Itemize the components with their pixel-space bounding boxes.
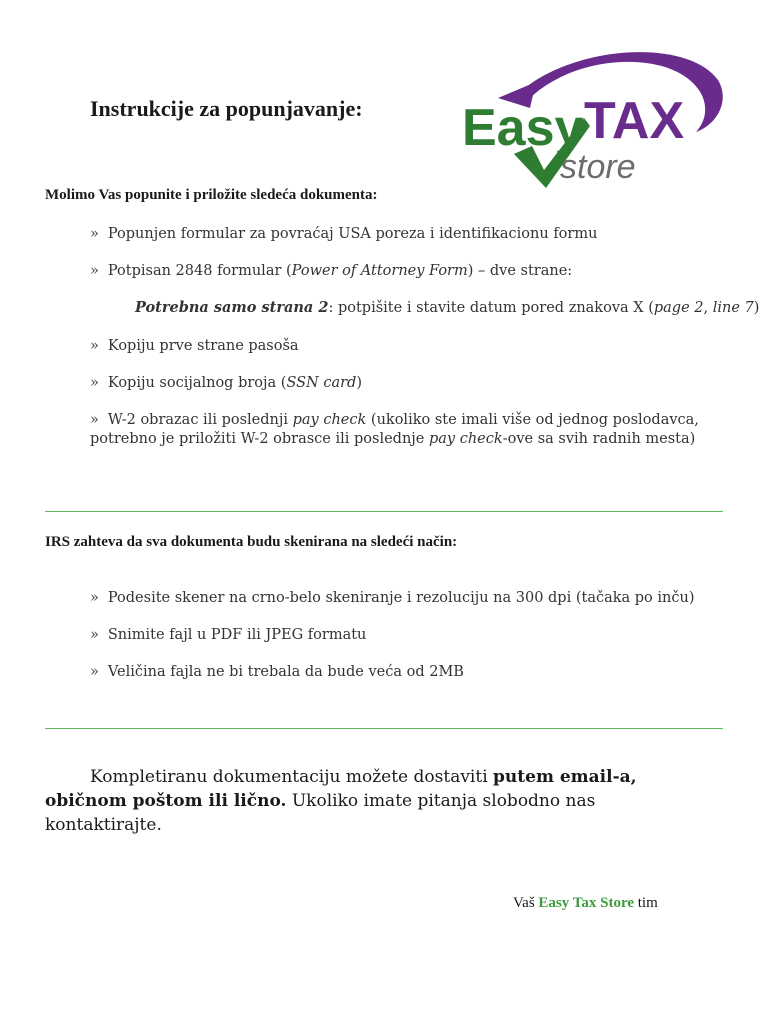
item-italic: Power of Attorney Form [291, 263, 468, 279]
bullet: » [90, 590, 99, 606]
bullet: » [90, 338, 99, 354]
list-item [90, 225, 597, 244]
page-title: Instrukcije za popunjavanje: [90, 96, 363, 121]
list-item [90, 411, 710, 449]
closing-text: Kompletiranu dokumentaciju možete dostaviti [90, 767, 494, 787]
item-text: Veličina fajla ne bi trebala da bude veća od 2MB [107, 664, 464, 680]
logo-word-easy: Easy [462, 99, 584, 157]
item-text: Popunjen formular za povraćaj USA poreza i identifikacionu formu [107, 226, 598, 242]
item-italic: SSN card [286, 375, 357, 391]
item-italic: pay check [429, 431, 503, 447]
sub-note-italic: line 7 [712, 300, 754, 316]
logo-word-store: store [560, 148, 636, 186]
item-italic: pay check [292, 412, 367, 428]
bullet: » [90, 412, 99, 428]
list-item [90, 337, 299, 356]
item-text: W-2 obrazac ili poslednji [107, 412, 293, 428]
bullet: » [90, 664, 99, 680]
divider [45, 511, 723, 512]
bullet: » [90, 375, 99, 391]
item-text: (ukoliko ste imali više od jednog poslodavca, potrebno je priložiti W-2 obrasce ili poslednje [90, 412, 699, 447]
closing-emphasis: putem email-a, običnom poštom ili lično. [45, 767, 637, 811]
easy-tax-store-logo [456, 42, 728, 192]
list-item [90, 374, 362, 393]
signoff-brand: Easy Tax Store [538, 895, 635, 911]
item-text: Podesite skener na crno-belo skeniranje i rezoluciju na 300 dpi (tačaka po inču) [107, 590, 695, 606]
list-item [90, 589, 694, 608]
closing-paragraph [45, 765, 695, 837]
list-item [90, 262, 572, 281]
documents-heading: Molimo Vas popunite i priložite sledeća dokumenta: [45, 187, 378, 203]
scan-requirements-heading: IRS zahteva da sva dokumenta budu skenirana na sledeći način: [45, 534, 458, 550]
item-text: ) – dve strane: [467, 263, 573, 279]
item-text: Potpisan 2848 formular ( [107, 263, 292, 279]
item-text: Snimite fajl u PDF ili JPEG formatu [107, 627, 367, 643]
item-text: -ove sa svih radnih mesta) [502, 431, 696, 447]
bullet: » [90, 627, 99, 643]
signoff [513, 895, 658, 912]
item-text: Kopiju socijalnog broja ( [107, 375, 287, 391]
sub-note-italic: page 2 [653, 300, 704, 316]
logo-word-tax: TAX [584, 92, 685, 150]
sub-note-text: ) [753, 300, 760, 316]
bullet: » [90, 226, 99, 242]
signoff-text: Vaš [513, 895, 539, 911]
list-item [90, 626, 366, 645]
list-item [90, 663, 464, 682]
signoff-text: tim [634, 895, 658, 911]
item-text: ) [356, 375, 362, 391]
sub-note-text: , [703, 300, 713, 316]
item-text: Kopiju prve strane pasoša [107, 338, 299, 354]
bullet: » [90, 263, 99, 279]
divider [45, 728, 723, 729]
closing-text: Ukoliko imate pitanja slobodno nas kontaktirajte. [45, 791, 596, 835]
sub-note [135, 299, 759, 316]
sub-note-emphasis: Potrebna samo strana 2 [135, 299, 329, 316]
sub-note-text: : potpišite i stavite datum pored znakova X ( [328, 300, 654, 316]
